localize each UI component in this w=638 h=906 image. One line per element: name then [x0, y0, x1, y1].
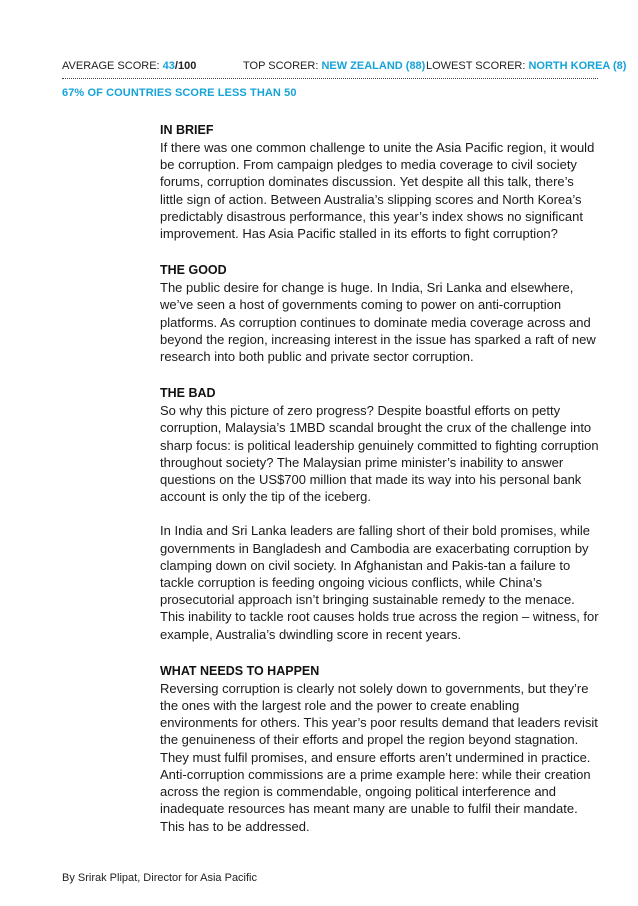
section-paragraph: So why this picture of zero progress? Despite boastful efforts on petty corruption, Malaysia’s 1MBD scandal brought the crux of the challenge into sharp focus: is political leadership genuinely committed to fighting corruption throughout society? The Malaysian prime minister’s inability to answer questions on the US$700 million that made its way into his personal bank account is only the tip of the iceberg.	[160, 403, 599, 505]
section-heading: THE GOOD	[160, 263, 227, 278]
top-scorer-value: NEW ZEALAND (88)	[321, 60, 426, 72]
top-scorer	[243, 58, 425, 74]
average-score	[62, 58, 196, 74]
section-heading: WHAT NEEDS TO HAPPEN	[160, 663, 320, 678]
section-the-bad	[160, 385, 600, 643]
stat-subheading: 67% OF COUNTRIES SCORE LESS THAN 50	[62, 87, 297, 99]
lowest-scorer-value: NORTH KOREA (8)	[528, 60, 627, 72]
average-score-suffix: /100	[174, 60, 197, 72]
section-heading: IN BRIEF	[160, 123, 214, 137]
section-the-good	[160, 262, 600, 365]
average-score-label: AVERAGE SCORE:	[62, 60, 163, 72]
section-what-needs-to-happen	[160, 663, 600, 835]
stats-bar	[62, 58, 627, 74]
lowest-scorer-label: LOWEST SCORER:	[426, 60, 529, 72]
dotted-divider	[62, 78, 598, 79]
lowest-scorer	[426, 58, 626, 74]
section-paragraph: If there was one common challenge to unite the Asia Pacific region, it would be corruption. From campaign pledges to media coverage to civil society forums, corruption dominates discussion. Yet despite all this talk, there’s little sign of action. Between Australia’s slipping scores and North Korea’s predictably disastrous performance, this year’s index shows no significant improvement. Has Asia Pacific stalled in its efforts to fight corruption?	[160, 140, 595, 242]
section-paragraph: The public desire for change is huge. In India, Sri Lanka and elsewhere, we’ve seen a host of governments coming to power on anti-corruption platforms. As corruption continues to dominate media coverage across and beyond the region, increasing interest in the issue has sparked a raft of new research into both public and private sector corruption.	[160, 280, 596, 365]
section-paragraph: In India and Sri Lanka leaders are falling short of their bold promises, while governments in Bangladesh and Cambodia are exacerbating corruption by clamping down on civil society. In Afghanistan and Pakis-tan a failure to tackle corruption is feeding ongoing vicious conflicts, while China’s prosecutorial approach isn’t bringing sustainable remedy to the menace. This inability to tackle root causes holds true across the region – witness, for example, Australia’s dwindling score in recent years.	[160, 523, 599, 642]
section-in-brief	[160, 122, 600, 242]
article-body	[160, 122, 600, 855]
average-score-value: 43	[162, 60, 175, 72]
section-heading: THE BAD	[160, 386, 216, 401]
top-scorer-label: TOP SCORER:	[243, 60, 322, 72]
author-byline: By Srirak Plipat, Director for Asia Pacific	[62, 872, 258, 884]
section-paragraph: Reversing corruption is clearly not solely down to governments, but they’re the ones with the largest role and the power to create enabling environments for others. This year’s poor results demand that leaders revisit the genuineness of their efforts and propel the region beyond stagnation. They must fulfil promises, and ensure efforts aren’t undermined in practice. Anti-corruption commissions are a prime example here: while their creation across the region is commendable, ongoing political interference and inadequate resources has meant many are unable to fulfil their mandate. This has to be addressed.	[160, 680, 598, 834]
